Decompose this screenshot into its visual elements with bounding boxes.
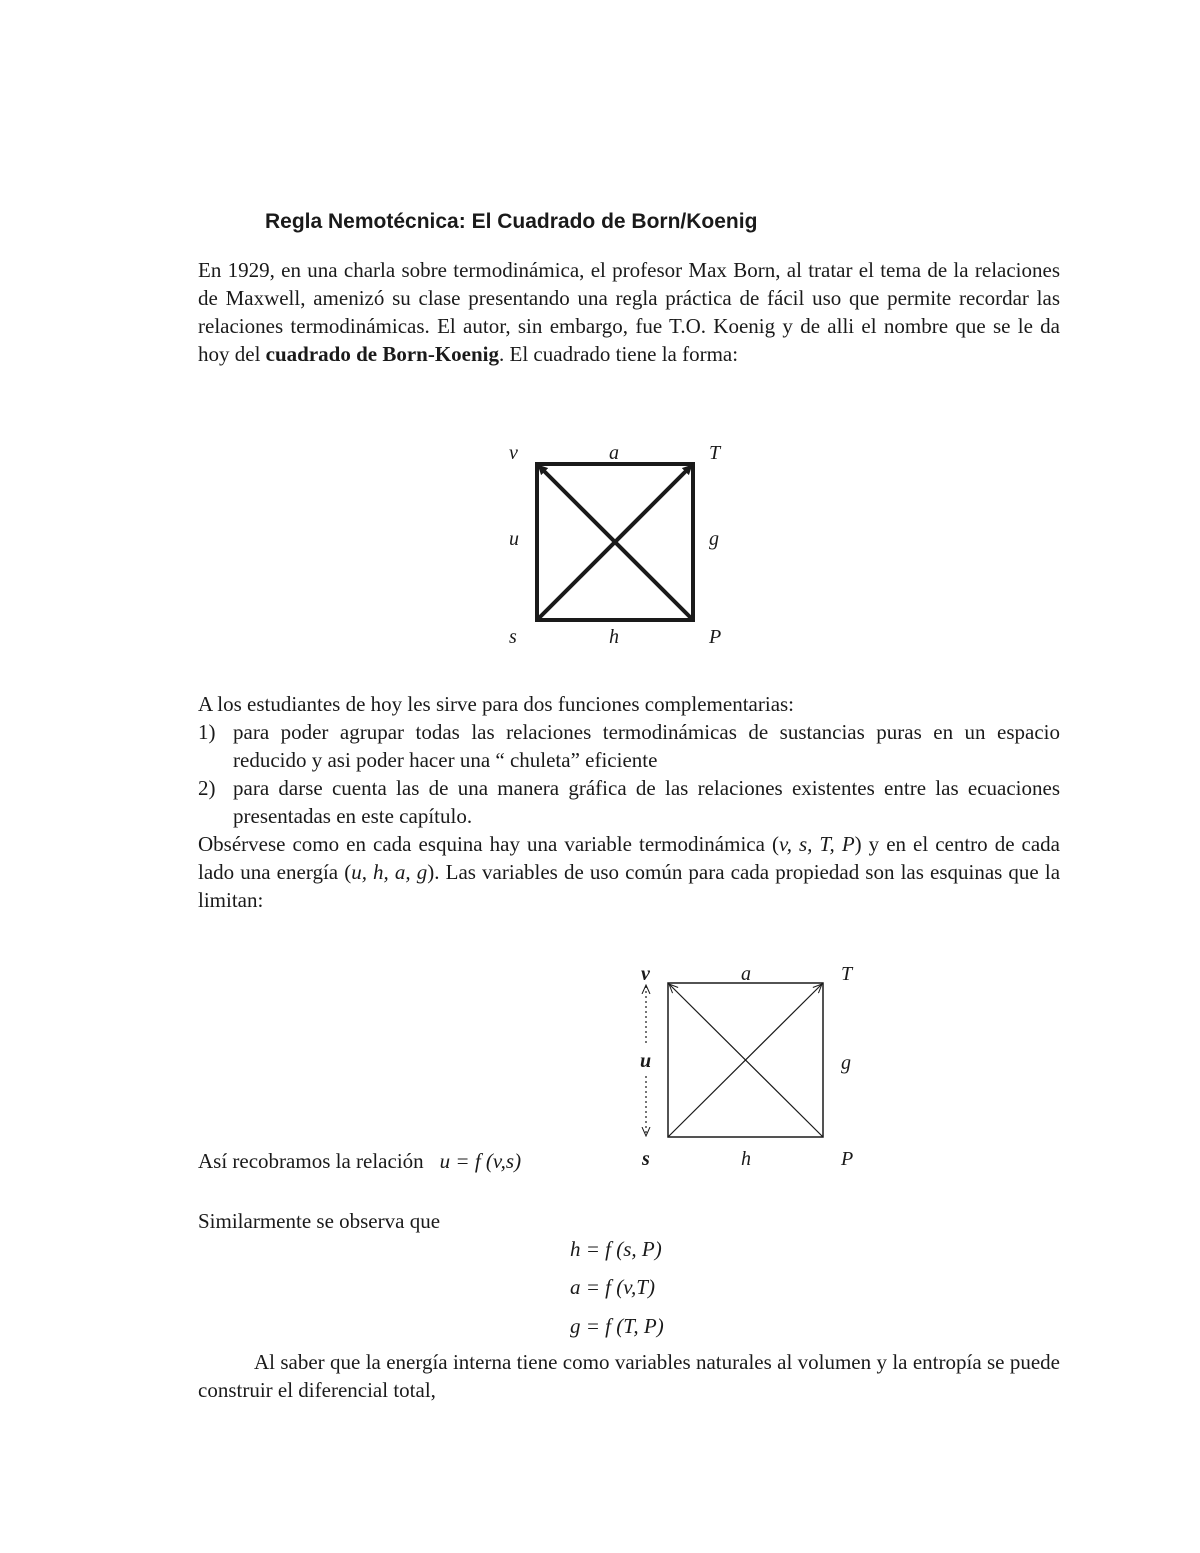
corner-label-top-left: v (509, 442, 518, 464)
side-label-bottom: h (741, 1148, 751, 1170)
observe-text: ). Las variables de uso común para cada propiedad son las esquinas que la limitan: (198, 860, 1061, 912)
side-label-right: g (709, 528, 719, 550)
recover-text: Así recobramos la relación (198, 1149, 424, 1173)
corner-label-bottom-right: P (841, 1148, 854, 1170)
side-label-top: a (609, 442, 619, 464)
similarly-text: Similarmente se observa que (198, 1209, 441, 1233)
corner-label-bottom-right: P (709, 626, 722, 648)
diagonal-arrow-P-to-v (669, 984, 823, 1137)
intro-text: En 1929, en una charla sobre termodinámica, el profesor Max Born, al tratar el tema de la relaciones de Maxwell, amenizó su clase presentando una regla práctica de fácil uso que permite recordar las relaciones termodinámicas. El autor, sin embargo, fue T.O. Koenig y de alli el nombre que se le da hoy del (198, 258, 1060, 366)
side-label-bottom: h (609, 626, 619, 648)
list-item (198, 774, 1060, 830)
list-item-text: para poder agrupar todas las relaciones termodinámicas de sustancias puras en un espacio reducido y asi poder hacer una “ chuleta” eficiente (233, 720, 1060, 772)
observe-text: ) y en el centro de cada lado una energía ( (198, 832, 1060, 884)
closing-paragraph: Al saber que la energía interna tiene como variables naturales al volumen y la entropía se puede construir el diferencial total, (198, 1350, 1060, 1402)
corner-variables: v, s, T, P (778, 832, 855, 856)
recover-line (198, 1147, 521, 1175)
diagonal-arrow-s-to-T (668, 984, 822, 1137)
corner-label-bottom-left: s (642, 1148, 650, 1170)
observe-paragraph (198, 830, 1060, 914)
students-intro: A los estudiantes de hoy les sirve para dos funciones complementarias: (198, 692, 795, 716)
side-label-right: g (841, 1052, 851, 1074)
side-energies: u, h, a, g (351, 860, 428, 884)
list-item-number: 2) (198, 776, 216, 800)
corner-label-top-right: T (709, 442, 721, 464)
intro-text-end: . El cuadrado tiene la forma: (499, 342, 739, 366)
list-item-text: para darse cuenta las de una manera gráfica de las relaciones existentes entre las ecuaciones presentadas en este capítulo. (233, 776, 1060, 828)
list-item-number: 1) (198, 720, 216, 744)
born-koenig-square-diagram (495, 435, 735, 650)
side-label-left: u (509, 528, 519, 550)
intro-bold-term: cuadrado de Born-Koenig (265, 342, 500, 366)
corner-label-top-left: v (641, 963, 650, 985)
observe-text: Obsérvese como en cada esquina hay una variable termodinámica ( (198, 832, 779, 856)
born-koenig-square-diagram-u (625, 958, 865, 1173)
equation-g: g = f (T, P) (570, 1314, 664, 1338)
equation-a: a = f (v,T) (570, 1275, 655, 1299)
equation-h: h = f (s, P) (570, 1237, 662, 1261)
side-label-left: u (640, 1050, 652, 1072)
side-label-top: a (741, 963, 751, 985)
corner-label-top-right: T (841, 963, 853, 985)
intro-paragraph (198, 256, 1060, 368)
list-item (198, 718, 1060, 774)
corner-label-bottom-left: s (509, 626, 517, 648)
page-title: Regla Nemotécnica: El Cuadrado de Born/Koenig (265, 210, 758, 233)
recover-equation: u = f (v,s) (439, 1149, 522, 1173)
